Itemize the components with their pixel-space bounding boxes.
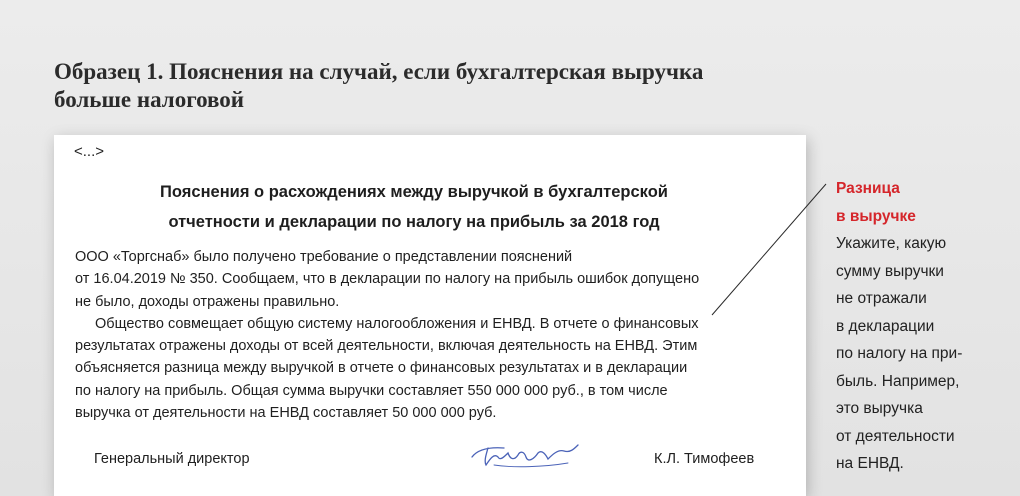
paragraph2-line4: по налогу на прибыль. Общая сумма выручки составляет 550 000 000 руб., в том числе (75, 382, 668, 399)
page-heading-line2: больше налоговой (54, 87, 245, 112)
sidenote-body (836, 230, 1016, 478)
signatory-position: Генеральный директор (94, 451, 250, 467)
sidenote-line: это выручка (836, 400, 923, 417)
sidenote (836, 175, 1016, 478)
handwritten-signature (464, 435, 584, 475)
document-body (75, 246, 775, 424)
sidenote-line: в декларации (836, 317, 935, 335)
paragraph1-line2: от 16.04.2019 № 350. Сообщаем, что в декларации по налогу на прибыль ошибок допущено (75, 271, 700, 288)
sidenote-line: по налогу на при- (836, 345, 963, 362)
page-heading-line1: Образец 1. Пояснения на случай, если бухгалтерская выручка (54, 59, 704, 84)
sidenote-line: не отражали (836, 290, 927, 307)
paragraph2-line2: результатах отражены доходы от всей деятельности, включая деятельность на ЕНВД. Этим (75, 338, 698, 355)
paragraph1-line3: не было, доходы отражены правильно. (75, 293, 340, 310)
omission-marker: <...> (74, 143, 105, 160)
signatory-name: К.Л. Тимофеев (654, 451, 755, 467)
document-title-line1: Пояснения о расхождениях между выручкой в бухгалтерской (160, 183, 668, 201)
sidenote-line: сумму выручки (836, 262, 944, 280)
document-title-line2: отчетности и декларации по налогу на прибыль за 2018 год (168, 213, 660, 231)
sidenote-line: Укажите, какую (836, 235, 947, 252)
sidenote-line: на ЕНВД. (836, 455, 904, 472)
paragraph2-line3: объясняется разница между выручкой в отчете о финансовых результатах и в декларации (75, 360, 688, 377)
document-sheet (54, 135, 806, 496)
document-title (94, 177, 734, 237)
paragraph2-line5: выручка от деятельности на ЕНВД составляет 50 000 000 руб. (75, 405, 497, 422)
sidenote-title-line1: Разница (836, 180, 900, 197)
paragraph2-line1: Общество совмещает общую систему налогообложения и ЕНВД. В отчете о финансовых (95, 315, 699, 332)
sidenote-line: быль. Например, (836, 372, 960, 390)
sidenote-title-line2: в выручке (836, 207, 916, 225)
page-heading (54, 58, 934, 114)
paragraph1-line1: ООО «Торгснаб» было получено требование о представлении пояснений (75, 249, 573, 265)
sidenote-title (836, 175, 1016, 230)
sidenote-line: от деятельности (836, 427, 955, 445)
